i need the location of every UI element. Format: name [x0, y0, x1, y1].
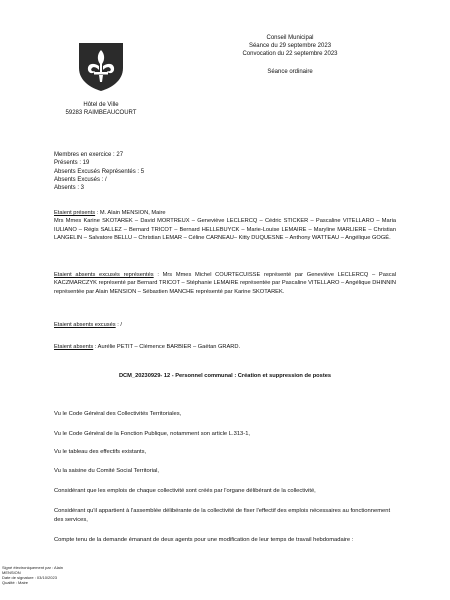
body-paragraph: Considérant qu'il appartient à l'assemblée délibérante de la collectivité de fixer l'effectif des emplois nécessaires au fonctionnement des services, [54, 508, 391, 523]
absent-section [54, 343, 396, 351]
attendance-stats [54, 151, 144, 192]
present-mayor: : M. Alain MENSION, Maire [95, 210, 166, 216]
excused-label: Etaient absents excusés [54, 322, 116, 328]
present-count: Présents : 19 [54, 160, 90, 167]
decision-title: DCM_20230929- 12 - Personnel communal : Création et suppression de postes [118, 373, 332, 379]
represented-count: Absents Excusés Représentés : 5 [54, 168, 145, 175]
signature-role: Qualité : Maire [2, 580, 29, 585]
fleur-de-lis-crest-icon [78, 42, 124, 92]
townhall-address [56, 101, 146, 117]
excused-list: : / [115, 322, 122, 328]
absent-count: Absents : 3 [54, 185, 85, 192]
signature-date: Date de signature : 03/10/2023 [2, 575, 57, 580]
present-label: Etaient présents [54, 210, 96, 216]
body-paragraph: Vu le tableau des effectifs existants, [54, 449, 147, 455]
body-paragraph: Considérant que les emplois de chaque collectivité sont créés par l'organe délibérant de la collectivité, [54, 488, 316, 494]
convocation-date: Convocation du 22 septembre 2023 [242, 51, 338, 57]
session-date: Séance du 29 septembre 2023 [248, 43, 332, 49]
represented-label: Etaient absents excusés représentés [54, 272, 154, 278]
represented-section [54, 271, 396, 296]
excused-count: Absents Excusés : / [54, 176, 107, 183]
body-paragraph: Vu le Code Général des Collectivités Territoriales, [54, 411, 182, 417]
townhall-name: Hôtel de Ville [83, 102, 119, 108]
body-paragraph: Vu la saisine du Comité Social Territorial, [54, 468, 160, 474]
townhall-postal: 59283 RAIMBEAUCOURT [65, 110, 137, 116]
absent-list: : Aurélie PETIT – Clémence BARBIER – Gaëtan GRARD. [93, 344, 241, 350]
council-header [210, 34, 370, 76]
present-section [54, 209, 396, 242]
signature-name: MENSION [2, 570, 21, 575]
signature-signed-by: Signé électroniquement par : Alain [2, 565, 63, 570]
body-paragraph: Vu le Code Général de la Fonction Publique, notamment son article L.313-1, [54, 431, 251, 437]
present-list: Mrs Mmes Karine SKOTAREK – David MORTREUX – Geneviève LECLERCQ – Cédric STICKER – Pascaline VITELLARO – Maria IULIANO – Régis SALLEZ – Bernard TRICOT – Bernard HELLEBUYCK – Marie-Louise LEMAIRE – Maryline MARLIERE – Christian LANGELIN – Salvatore BELLU – Christian LEMAR – Céline CARNEAU– Kitty DUQUESNE – Anthony WATTEAU – Angélique GOGÉ. [54, 218, 396, 241]
absent-label: Etaient absents [54, 344, 94, 350]
council-title: Conseil Municipal [266, 35, 314, 41]
members-count: Membres en exercice : 27 [54, 152, 124, 158]
session-type: Séance ordinaire [267, 69, 313, 75]
body-paragraph: Compte tenu de la demande émanant de deux agents pour une modification de leur temps de travail hebdomadaire : [54, 537, 354, 543]
excused-section [54, 321, 396, 329]
represented-list: : Mrs Mmes Michel COURTECUISSE représenté par Geneviève LECLERCQ – Pascal KACZMARCZYK représenté par Bernard TRICOT – Stéphanie LEMAIRE représentée par Pascaline VITELLARO – Angélique DHINNIN représentée par Alain MENSION – Sébastien MANCHE représenté par Karine SKOTAREK. [54, 272, 396, 295]
signature-stamp [2, 565, 63, 585]
